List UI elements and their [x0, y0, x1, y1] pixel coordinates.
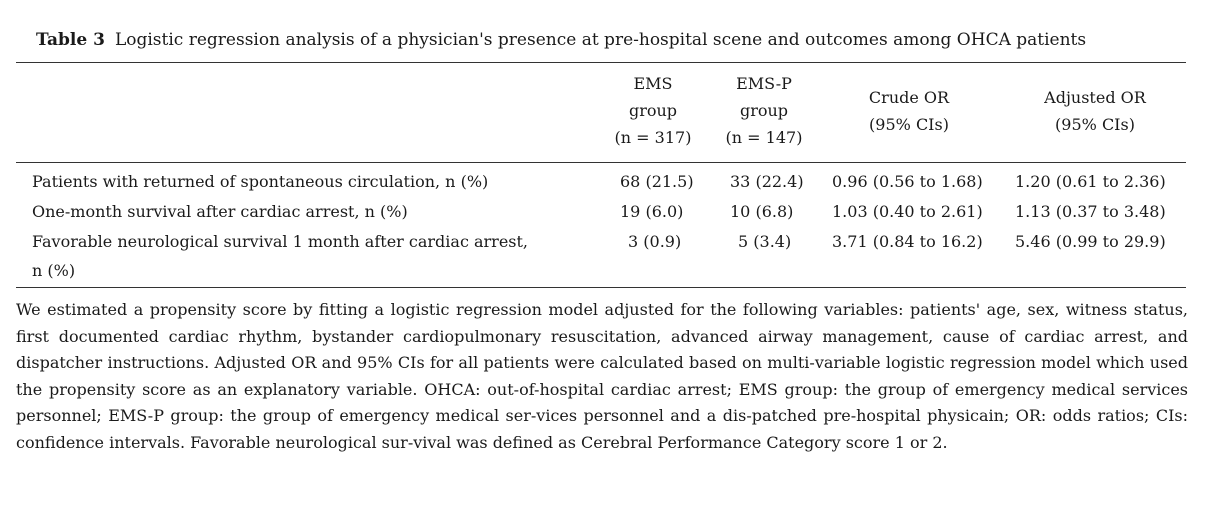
cell-adjusted-or: 1.20 (0.61 to 2.36)	[1015, 172, 1166, 191]
column-header-crude-or	[824, 84, 994, 138]
table-label: Table 3	[36, 30, 105, 50]
row-label: Favorable neurological survival 1 month after cardiac arrest,	[32, 232, 529, 251]
cell-adjusted-or: 5.46 (0.99 to 29.9)	[1015, 232, 1166, 251]
row-label-continuation: n (%)	[32, 261, 76, 280]
table-top-rule	[16, 62, 1186, 63]
cell-ems: 3 (0.9)	[628, 232, 682, 251]
cell-ems: 19 (6.0)	[620, 202, 684, 221]
column-header-adjusted-or	[1005, 84, 1185, 138]
column-header-line: group	[628, 101, 678, 120]
cell-crude-or: 3.71 (0.84 to 16.2)	[832, 232, 983, 251]
column-header-line: Adjusted OR	[1044, 88, 1146, 107]
column-header-line: group	[739, 101, 789, 120]
column-header-ems-p	[716, 70, 812, 151]
cell-ems-p: 33 (22.4)	[730, 172, 804, 191]
column-header-line: (n = 317)	[614, 128, 692, 147]
cell-ems-p: 5 (3.4)	[738, 232, 792, 251]
column-header-line: (95% CIs)	[869, 115, 949, 134]
cell-crude-or: 1.03 (0.40 to 2.61)	[832, 202, 983, 221]
table-bottom-rule	[16, 287, 1186, 288]
column-header-line: EMS-P	[736, 74, 792, 93]
row-label: Patients with returned of spontaneous circulation, n (%)	[32, 172, 489, 191]
table-footnote: We estimated a propensity score by fitting a logistic regression model adjusted for the following variables: patients' age, sex, witness status, first documented cardiac rhythm, bystander cardiopulmonary resuscitation, advanced airway management, cause of cardiac arrest, and dispatcher instructions. Adjusted OR and 95% CIs for all patients were calculated based on multi-variable logistic regression model which used the propensity score as an explanatory variable. OHCA: out-of-hospital cardiac arrest; EMS group: the group of emergency medical services personnel; EMS-P group: the group of emergency medical ser-vices personnel and a dis-patched pre-hospital physicain; OR: odds ratios; CIs: confidence intervals. Favorable neurological sur-vival was defined as Cerebral Performance Category score 1 or 2.	[16, 300, 1188, 452]
table-title: Logistic regression analysis of a physician's presence at pre-hospital scene and outcomes among OHCA patients	[114, 30, 1087, 50]
row-label: One-month survival after cardiac arrest, n (%)	[32, 202, 408, 221]
table-header-rule	[16, 162, 1186, 163]
cell-ems-p: 10 (6.8)	[730, 202, 794, 221]
cell-adjusted-or: 1.13 (0.37 to 3.48)	[1015, 202, 1166, 221]
column-header-ems	[605, 70, 701, 151]
table-caption	[36, 30, 1086, 50]
cell-crude-or: 0.96 (0.56 to 1.68)	[832, 172, 983, 191]
column-header-line: (n = 147)	[725, 128, 803, 147]
column-header-line: EMS	[633, 74, 673, 93]
column-header-line: (95% CIs)	[1055, 115, 1135, 134]
column-header-line: Crude OR	[868, 88, 950, 107]
cell-ems: 68 (21.5)	[620, 172, 694, 191]
